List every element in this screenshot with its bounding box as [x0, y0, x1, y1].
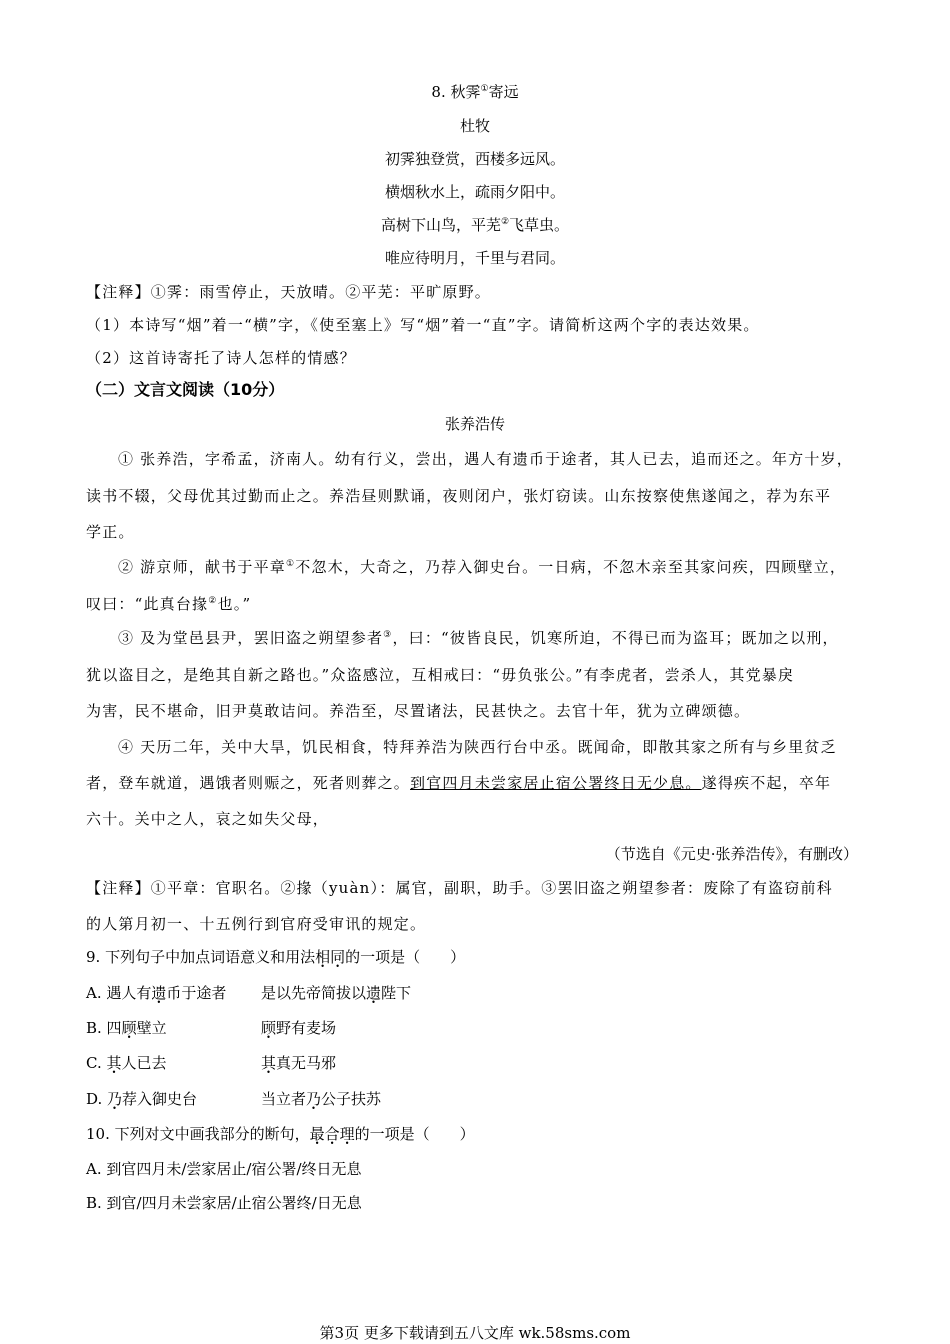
passage-p2-line-1: ② 游京师，献书于平章①不忽木，大奇之，乃荐入御史台。一日病，不忽木亲至其家问疾，四顾壁立， [118, 558, 847, 576]
page-footer: 第3页 更多下载请到五八文库 wk.58sms.com [319, 1324, 631, 1342]
passage-p3-line-3: 为害，民不堪命，旧尹莫敢诘问。养浩至，尽置诸法，民甚快之。去官十年，犹为立碑颂德。 [86, 702, 751, 720]
poem-author: 杜牧 [459, 117, 490, 135]
passage-notes-line-2: 的人第月初一、十五例行到官府受审讯的规定。 [86, 915, 427, 933]
underlined-sentence: 到官四月未尝家居止宿公署终日无少息。 [410, 774, 702, 792]
passage-p4-line-2: 者，登车就道，遇饿者则赈之，死者则葬之。到官四月未尝家居止宿公署终日无少息。遂得疾不起，卒年 [86, 774, 832, 792]
question-8-2: （2）这首诗寄托了诗人怎样的情感？ [86, 349, 356, 367]
section-heading: （二）文言文阅读（10分） [86, 380, 285, 399]
question-8-1: （1）本诗写“烟”着一“横”字，《使至塞上》写“烟”着一“直”字。请简析这两个字的表达效果。 [86, 316, 760, 334]
passage-p2-line-2: 叹曰：“此真台掾②也。” [86, 595, 252, 613]
poem-line-4: 唯应待明月，千里与君同。 [384, 249, 565, 267]
question-10-option-a[interactable]: A. 到官四月未/尝家居止/宿公署/终日无息 [86, 1160, 362, 1178]
passage-p4-line-1: ④ 天历二年，关中大旱，饥民相食，特拜养浩为陕西行台中丞。既闻命，即散其家之所有与乡里贫乏 [118, 738, 837, 756]
poem-title: 8. 秋霁①寄远 [431, 83, 519, 101]
passage-source: （节选自《元史·张养浩传》，有删改） [605, 845, 858, 863]
question-9-option-d[interactable]: D. 乃荐入御史台 当立者乃公子扶苏 [86, 1090, 382, 1108]
passage-p3-line-2: 犹以盗目之，是绝其自新之路也。”众盗感泣，互相戒曰：“毋负张公。”有李虎者，尝杀人，其党暴戾 [86, 666, 795, 684]
passage-p1-line-1: ① 张养浩，字希孟，济南人。幼有行义，尝出，遇人有遗币于途者，其人已去，追而还之。年方十岁， [118, 450, 853, 468]
question-9-option-a[interactable]: A. 遇人有遗币于途者 是以先帝简拔以遗陛下 [86, 984, 412, 1002]
question-10-stem: 10. 下列对文中画我部分的断句，最合理的一项是（ ） [86, 1125, 475, 1143]
poem-notes: 【注释】①霁：雨雪停止，天放晴。②平芜：平旷原野。 [86, 283, 492, 301]
poem-line-2: 横烟秋水上，疏雨夕阳中。 [384, 183, 565, 201]
passage-p1-line-3: 学正。 [86, 523, 135, 541]
poem-line-3: 高树下山鸟，平芜②飞草虫。 [380, 216, 570, 234]
passage-title: 张养浩传 [444, 415, 505, 433]
question-9-stem: 9. 下列句子中加点词语意义和用法相同的一项是（ ） [86, 948, 466, 966]
poem-line-1: 初霁独登赏，西楼多远风。 [384, 150, 565, 168]
passage-p4-line-3: 六十。关中之人，哀之如失父母， [86, 810, 330, 828]
question-9-option-b[interactable]: B. 四顾壁立 顾野有麦场 [86, 1019, 337, 1037]
passage-p1-line-2: 读书不辍，父母优其过勤而止之。养浩昼则默诵，夜则闭户，张灯窃读。山东按察使焦遂闻之，荐为东平 [86, 487, 832, 505]
question-9-option-c[interactable]: C. 其人已去 其真无马邪 [86, 1054, 337, 1072]
question-10-option-b[interactable]: B. 到官/四月未尝家居/止宿公署终/日无息 [86, 1194, 362, 1212]
passage-notes-line-1: 【注释】①平章：官职名。②掾（yuàn）：属官，副职，助手。③罢旧盗之朔望参者：废除了有盗窃前科 [86, 879, 833, 897]
passage-p3-line-1: ③ 及为堂邑县尹，罢旧盗之朔望参者③，曰：“彼皆良民，饥寒所迫，不得已而为盗耳；既加之以刑， [118, 629, 839, 647]
